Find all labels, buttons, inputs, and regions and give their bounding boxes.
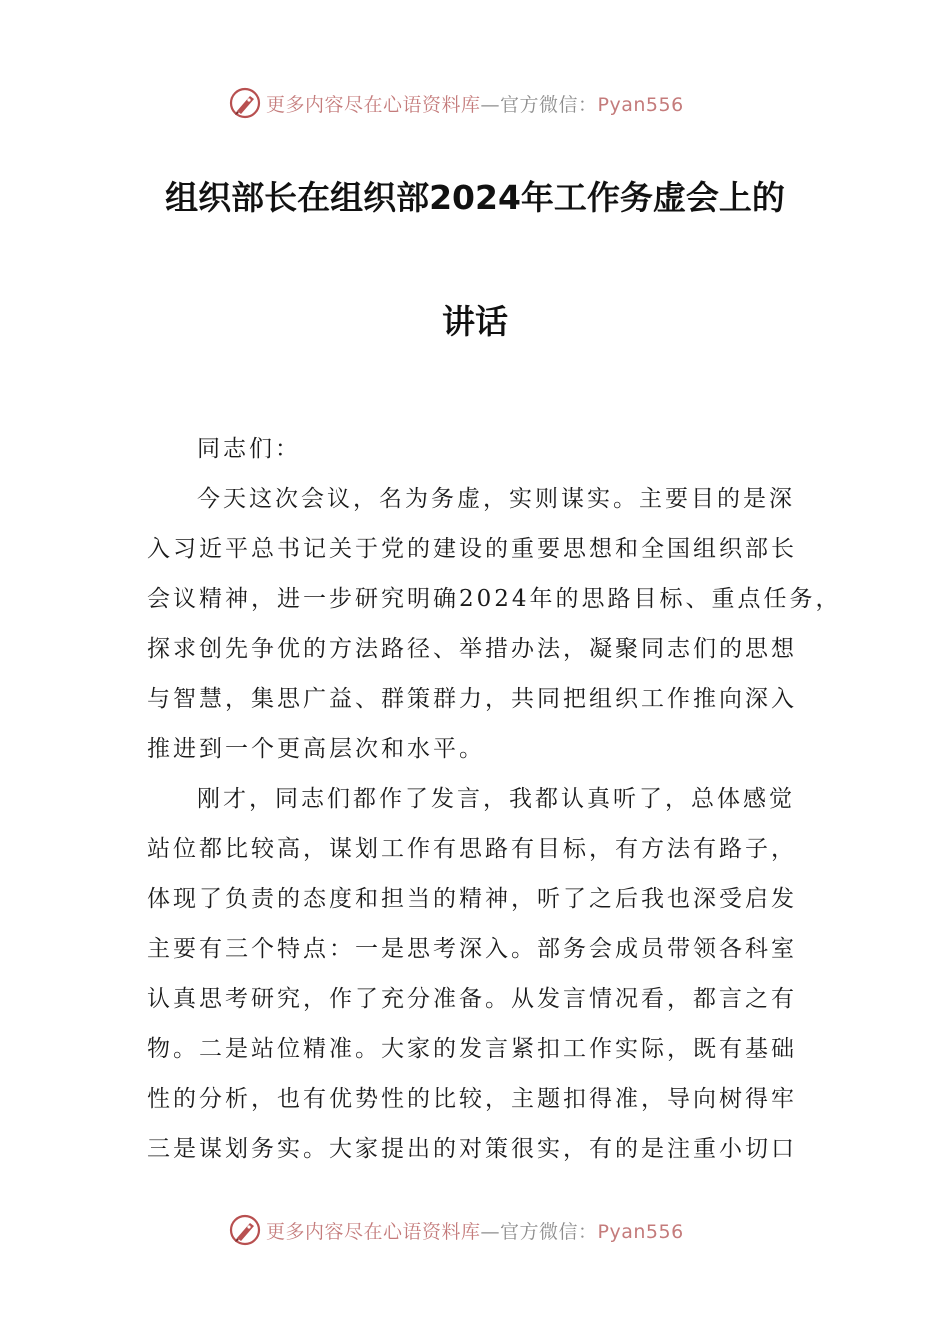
body-line: 探求创先争优的方法路径、举措办法，凝聚同志们的思想 <box>147 636 797 662</box>
document-body <box>147 424 842 1174</box>
watermark-main-text: 更多内容尽在心语资料库 <box>266 93 481 116</box>
body-line: 性的分析，也有优势性的比较，主题扣得准，导向树得牢 <box>147 1086 797 1112</box>
document-title-line-1: 组织部长在组织部2024年工作务虚会上的 <box>165 178 785 217</box>
pen-nib-logo-icon <box>228 86 262 120</box>
body-line: 推进到一个更高层次和水平。 <box>147 736 485 762</box>
salutation: 同志们： <box>197 436 301 462</box>
body-line: 认真思考研究，作了充分准备。从发言情况看，都言之有 <box>147 986 797 1012</box>
watermark-wechat-id: Pyan556 <box>597 93 684 116</box>
body-line: 刚才，同志们都作了发言，我都认真听了，总体感觉 <box>197 786 795 812</box>
footer-watermark <box>228 1210 684 1250</box>
document-title-line-2: 讲话 <box>442 302 508 341</box>
body-line: 主要有三个特点：一是思考深入。部务会成员带领各科室 <box>147 936 797 962</box>
watermark-main-text: 更多内容尽在心语资料库 <box>266 1220 481 1243</box>
body-line: 物。二是站位精准。大家的发言紧扣工作实际，既有基础 <box>147 1036 797 1062</box>
watermark-label: 官方微信： <box>500 93 598 116</box>
header-watermark <box>228 83 684 123</box>
watermark-label: 官方微信： <box>500 1220 598 1243</box>
pen-nib-logo-icon <box>228 1213 262 1247</box>
body-line: 三是谋划务实。大家提出的对策很实，有的是注重小切口 <box>147 1136 797 1162</box>
body-line: 会议精神，进一步研究明确2024年的思路目标、重点任务， <box>147 586 842 612</box>
body-line: 与智慧，集思广益、群策群力，共同把组织工作推向深入 <box>147 686 797 712</box>
body-line: 入习近平总书记关于党的建设的重要思想和全国组织部长 <box>147 536 797 562</box>
body-line: 站位都比较高，谋划工作有思路有目标，有方法有路子， <box>147 836 797 862</box>
watermark-separator: — <box>480 93 501 116</box>
watermark-separator: — <box>480 1220 501 1243</box>
body-line: 今天这次会议，名为务虚，实则谋实。主要目的是深 <box>197 486 795 512</box>
watermark-wechat-id: Pyan556 <box>597 1220 684 1243</box>
body-line: 体现了负责的态度和担当的精神，听了之后我也深受启发 <box>147 886 797 912</box>
